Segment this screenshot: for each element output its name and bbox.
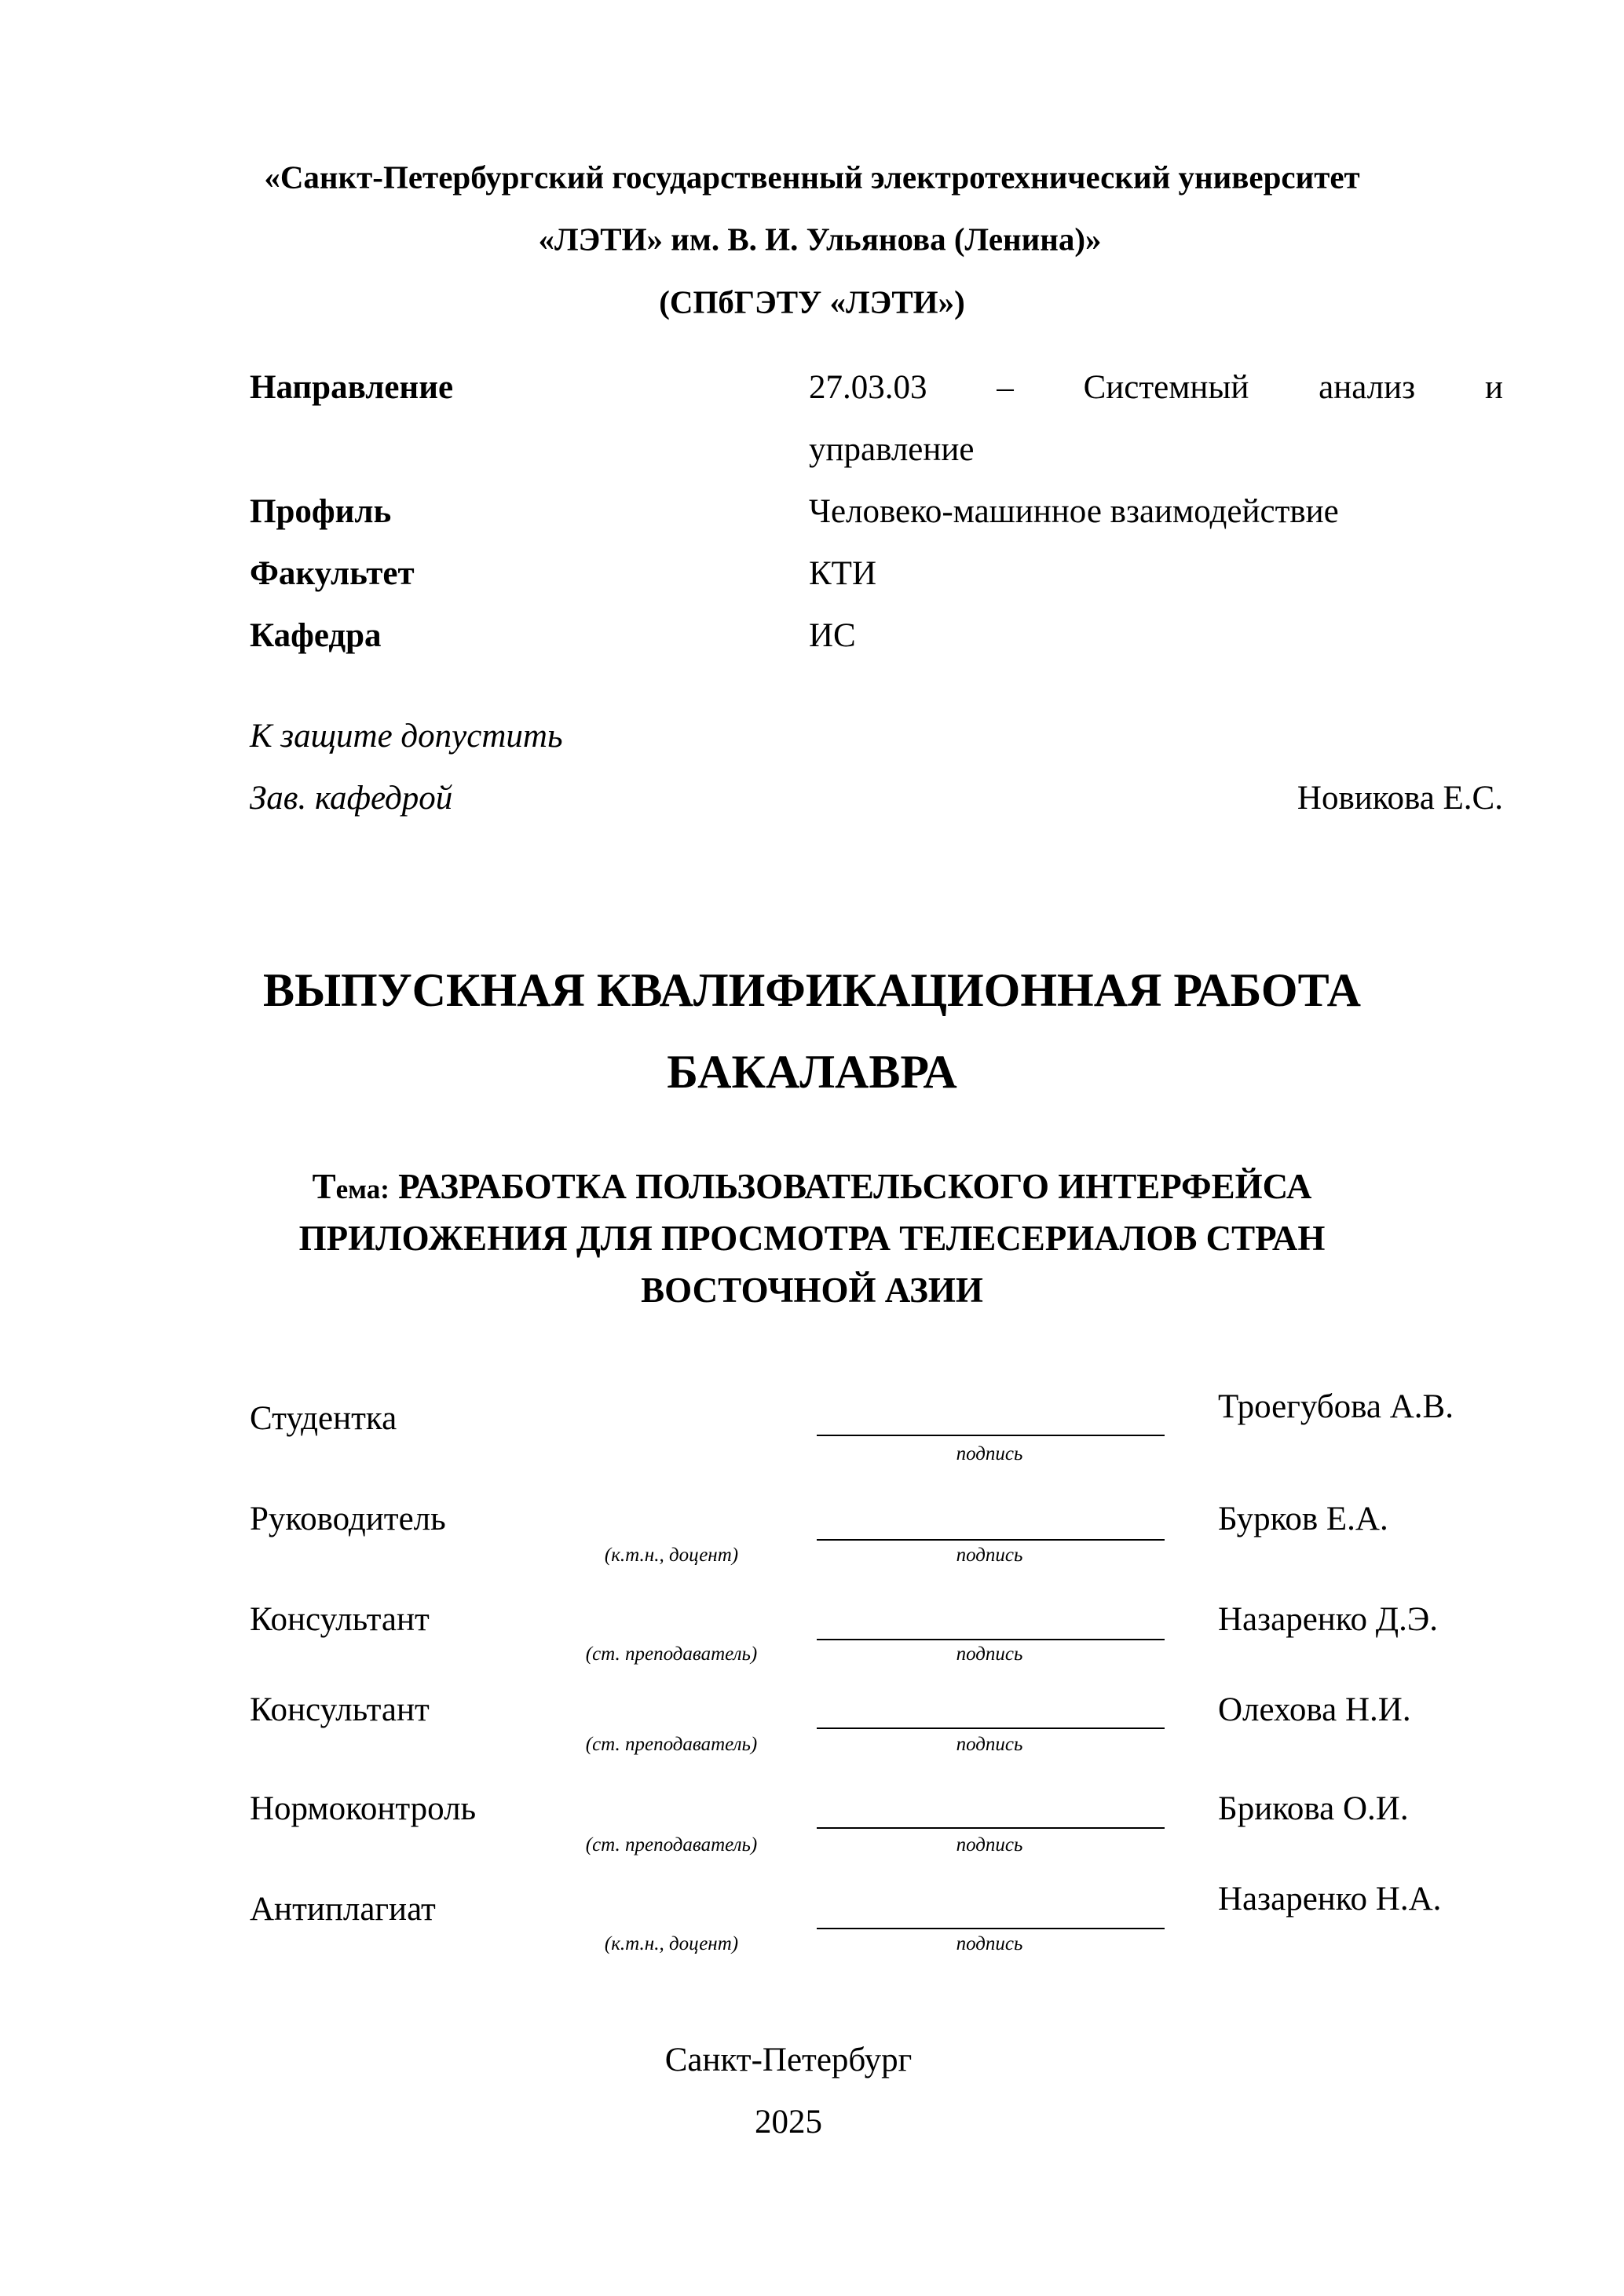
- signature-line: [817, 1539, 1165, 1541]
- department-label: Кафедра: [250, 617, 382, 655]
- year: 2025: [755, 2104, 822, 2141]
- signature-name: Олехова Н.И.: [1218, 1691, 1411, 1729]
- university-abbreviation: (СПбГЭТУ «ЛЭТИ»): [659, 283, 965, 320]
- direction-word: Системный: [1083, 369, 1249, 407]
- signature-rank: (к.т.н., доцент): [604, 1545, 739, 1566]
- signature-name: Брикова О.И.: [1218, 1790, 1409, 1828]
- signature-line: [817, 1639, 1165, 1640]
- signature-name: Бурков Е.А.: [1218, 1501, 1388, 1538]
- signature-line: [817, 1928, 1165, 1929]
- signature-name: Троегубова А.В.: [1218, 1388, 1454, 1426]
- signature-name: Назаренко Д.Э.: [1218, 1601, 1438, 1639]
- direction-word: анализ: [1319, 369, 1416, 407]
- direction-label: Направление: [250, 369, 454, 407]
- university-name-line2: «ЛЭТИ» им. В. И. Ульянова (Ленина)»: [538, 221, 1102, 258]
- head-of-department-name: Новикова Е.С.: [1297, 780, 1503, 817]
- topic-line1: [0, 1165, 1624, 1208]
- topic-line2: ПРИЛОЖЕНИЯ ДЛЯ ПРОСМОТРА ТЕЛЕСЕРИАЛОВ СТРАН: [298, 1219, 1326, 1258]
- signature-rank: (ст. преподаватель): [585, 1643, 758, 1665]
- signature-role: Руководитель: [250, 1501, 446, 1538]
- direction-value: [809, 367, 1503, 408]
- signature-caption: подпись: [956, 1643, 1023, 1665]
- head-of-department-label: Зав. кафедрой: [250, 780, 453, 817]
- department-value: ИС: [809, 617, 856, 655]
- profile-value: Человеко-машинное взаимодействие: [809, 493, 1339, 531]
- direction-word: и: [1484, 369, 1503, 407]
- signature-role: Нормоконтроль: [250, 1790, 477, 1828]
- signature-caption: подпись: [956, 1734, 1023, 1755]
- signature-rank: (ст. преподаватель): [585, 1734, 758, 1755]
- signature-rank: (ст. преподаватель): [585, 1834, 758, 1855]
- signature-name: Назаренко Н.А.: [1218, 1881, 1442, 1918]
- signature-line: [817, 1827, 1165, 1829]
- direction-word: 27.03.03: [809, 369, 927, 407]
- faculty-value: КТИ: [809, 555, 876, 593]
- signature-role: Студентка: [250, 1400, 397, 1438]
- signature-role: Антиплагиат: [250, 1891, 436, 1929]
- profile-label: Профиль: [250, 493, 392, 531]
- signature-caption: подпись: [956, 1545, 1023, 1566]
- direction-value-cont: управление: [809, 431, 975, 469]
- signature-caption: подпись: [956, 1933, 1023, 1954]
- signature-role: Консультант: [250, 1691, 430, 1729]
- university-name-line1: «Санкт-Петербургский государственный электротехнический университет: [264, 159, 1360, 196]
- topic-prefix-rest: ема:: [335, 1174, 390, 1205]
- faculty-label: Факультет: [250, 555, 415, 593]
- signature-line: [817, 1435, 1165, 1436]
- direction-word: –: [997, 369, 1014, 407]
- topic-text: РАЗРАБОТКА ПОЛЬЗОВАТЕЛЬСКОГО ИНТЕРФЕЙСА: [389, 1167, 1312, 1206]
- signature-caption: подпись: [956, 1443, 1023, 1464]
- city: Санкт-Петербург: [664, 2042, 913, 2079]
- signature-caption: подпись: [956, 1834, 1023, 1855]
- topic-prefix-cap: Т: [312, 1167, 336, 1206]
- signature-role: Консультант: [250, 1601, 430, 1639]
- work-title-line2: БАКАЛАВРА: [667, 1046, 957, 1098]
- work-title-line1: ВЫПУСКНАЯ КВАЛИФИКАЦИОННАЯ РАБОТА: [263, 964, 1361, 1016]
- signature-rank: (к.т.н., доцент): [604, 1933, 739, 1954]
- admission-text: К защите допустить: [250, 718, 563, 755]
- topic-line3: ВОСТОЧНОЙ АЗИИ: [641, 1270, 983, 1310]
- signature-line: [817, 1727, 1165, 1729]
